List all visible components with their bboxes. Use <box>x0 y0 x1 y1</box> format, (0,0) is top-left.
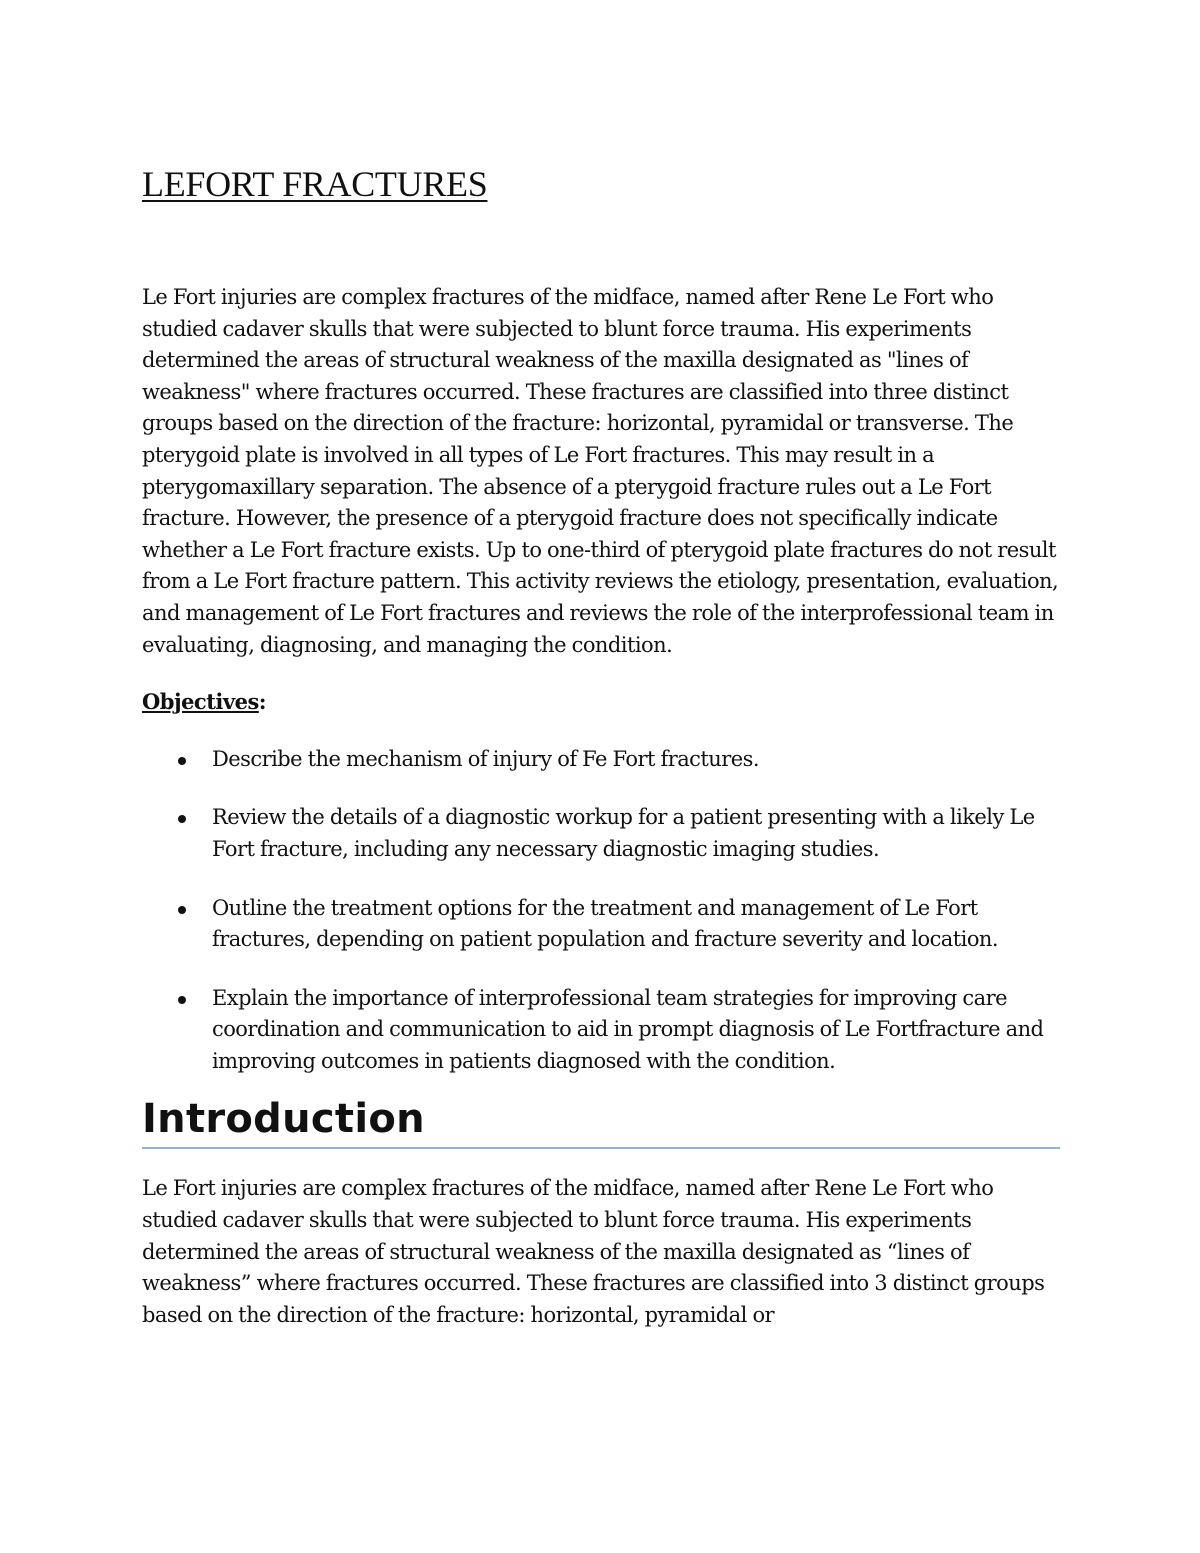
objective-item <box>142 983 1060 1078</box>
objective-item <box>142 893 1060 956</box>
objective-item <box>142 744 1060 776</box>
objectives-heading <box>142 686 1060 719</box>
objectives-label: Objectives <box>142 689 259 715</box>
document-title: LEFORT FRACTURES <box>142 164 488 204</box>
heading-divider <box>142 1147 1060 1149</box>
bullet-icon <box>178 757 186 765</box>
introduction-heading: Introduction <box>142 1096 425 1143</box>
summary-paragraph: Le Fort injuries are complex fractures of the midface, named after Rene Le Fort who studied cadaver skulls that were subjected to blunt force trauma. His experiments determined the areas of structural weakness of the maxilla designated as "lines of weakness" where fractures occurred. These fractures are classified into three distinct groups based on the direction of the fracture: horizontal, pyramidal or transverse. The pterygoid plate is involved in all types of Le Fort fractures. This may result in a pterygomaxillary separation. The absence of a pterygoid fracture rules out a Le Fort fracture. However, the presence of a pterygoid fracture does not specifically indicate whether a Le Fort fracture exists. Up to one-third of pterygoid plate fractures do not result from a Le Fort fracture pattern. This activity reviews the etiology, presentation, evaluation, and management of Le Fort fractures and reviews the role of the interprofessional team in evaluating, diagnosing, and managing the condition. <box>142 285 1059 657</box>
objective-text: Explain the importance of interprofessional team strategies for improving care coordination and communication to aid in prompt diagnosis of Le Fortfracture and improving outcomes in patients diagnosed with the condition. <box>212 985 1044 1073</box>
objective-item <box>142 802 1060 865</box>
bullet-icon <box>178 815 186 823</box>
objective-text: Outline the treatment options for the treatment and management of Le Fort fractures, depending on patient population and fracture severity and location. <box>212 895 999 952</box>
objectives-list <box>142 744 1060 1078</box>
objective-text: Describe the mechanism of injury of Fe Fort fractures. <box>212 746 759 771</box>
bullet-icon <box>178 996 186 1004</box>
objectives-colon: : <box>258 689 267 715</box>
introduction-paragraph: Le Fort injuries are complex fractures of the midface, named after Rene Le Fort who studied cadaver skulls that were subjected to blunt force trauma. His experiments determined the areas of structural weakness of the maxilla designated as “lines of weakness” where fractures occurred. These fractures are classified into 3 distinct groups based on the direction of the fracture: horizontal, pyramidal or <box>142 1176 1045 1327</box>
objective-text: Review the details of a diagnostic workup for a patient presenting with a likely Le Fort fracture, including any necessary diagnostic imaging studies. <box>212 805 1035 861</box>
document-page <box>142 160 1060 1331</box>
bullet-icon <box>178 906 186 914</box>
